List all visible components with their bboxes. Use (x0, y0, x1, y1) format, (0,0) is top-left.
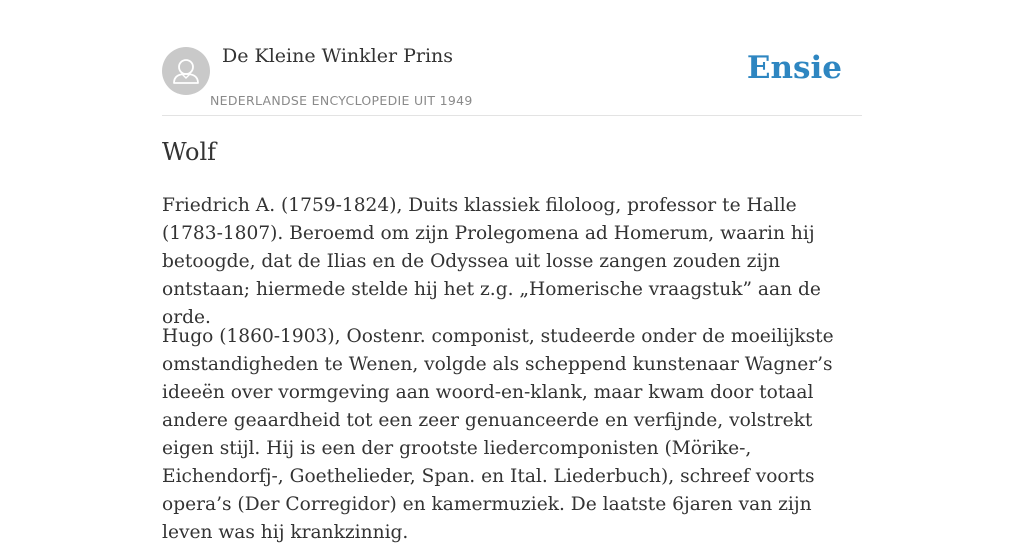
article-paragraph-2: Hugo (1860-1903), Oostenr. componist, studeerde onder de moeilijkste omstandigheden te Wenen, volgde als scheppend kunstenaar Wagner’s ideeën over vormgeving aan woord-en-klank, maar kwam door totaal andere geaardheid tot een zeer genuanceerde en verfijnde, volstrekt eigen stijl. Hij is een der grootste liedercomponisten (Mörike-, Eichendorfj-, Goethelieder, Span. en Ital. Liederbuch), schreef voorts opera’s (Der Corregidor) en kamermuziek. De laatste 6jaren van zijn leven was hij krankzinnig. (162, 326, 834, 543)
ensie-logo[interactable]: Ensie (746, 50, 842, 86)
source-header (162, 0, 862, 116)
user-icon[interactable] (162, 47, 210, 95)
article-paragraph-1: Friedrich A. (1759-1824), Duits klassiek filoloog, professor te Halle (1783-1807). Beroemd om zijn Prolegomena ad Homerum, waarin hij betoogde, dat de Ilias en de Odyssea uit losse zangen zouden zijn ontstaan; hiermede stelde hij het z.g. „Homerische vraagstuk” aan de orde. (162, 195, 821, 328)
source-title[interactable]: De Kleine Winkler Prins (222, 45, 454, 67)
article-title: Wolf (162, 138, 217, 166)
content-container (162, 0, 862, 543)
source-subtitle: NEDERLANDSE ENCYCLOPEDIE UIT 1949 (210, 93, 473, 108)
